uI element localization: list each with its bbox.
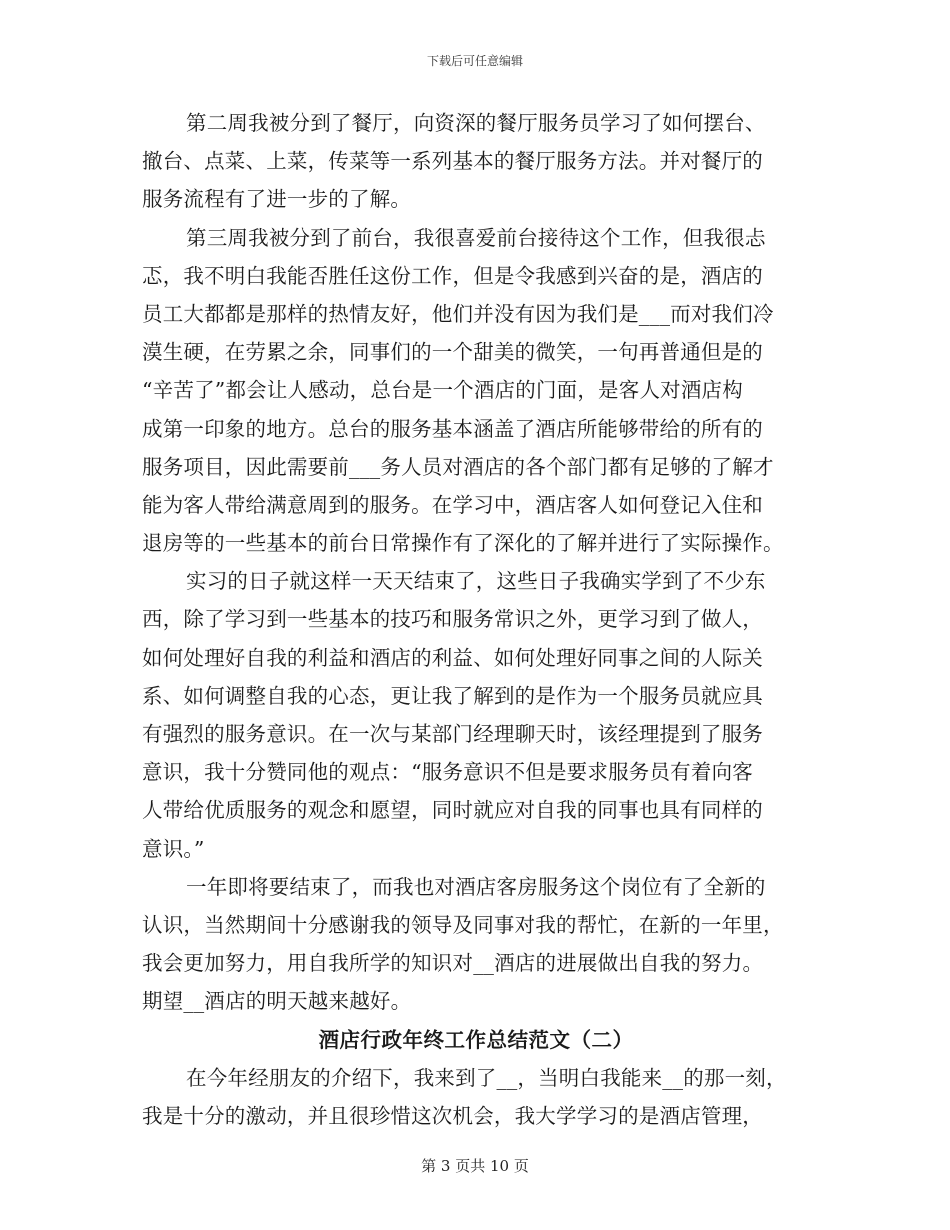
- paragraph-line: 系、如何调整自我的心态，更让我了解到的是作为一个服务员就应具: [142, 683, 763, 708]
- paragraph-line: 有强烈的服务意识。在一次与某部门经理聊天时，该经理提到了服务: [142, 722, 763, 746]
- paragraph-line: 成第一印象的地方。总台的服务基本涵盖了酒店所能够带给的所有的: [142, 416, 763, 441]
- paragraph-line: 忑，我不明白我能否胜任这份工作，但是令我感到兴奋的是，酒店的: [142, 263, 763, 288]
- paragraph-line: 撤台、点菜、上菜，传菜等一系列基本的餐厅服务方法。并对餐厅的: [142, 149, 763, 174]
- paragraph-line: 第二周我被分到了餐厅，向资深的餐厅服务员学习了如何摆台、: [186, 111, 766, 135]
- paragraph-line: 一年即将要结束了，而我也对酒店客房服务这个岗位有了全新的: [186, 874, 766, 899]
- paragraph-line: 如何处理好自我的利益和酒店的利益、如何处理好同事之间的人际关: [142, 645, 763, 670]
- paragraph-line: 意识，我十分赞同他的观点：“服务意识不但是要求服务员有着向客: [142, 760, 753, 785]
- page-number: 第 3 页共 10 页: [421, 1157, 529, 1175]
- paragraph-line: 员工大都都是那样的热情友好，他们并没有因为我们是___而对我们冷: [142, 301, 774, 326]
- paragraph-line: 服务流程有了进一步的了解。: [142, 187, 412, 212]
- paragraph-line: “辛苦了”都会让人感动，总台是一个酒店的门面，是客人对酒店构: [142, 378, 743, 403]
- paragraph-line: 认识，当然期间十分感谢我的领导及同事对我的帮忙，在新的一年里，: [142, 912, 784, 937]
- header-note: 下载后可任意编辑: [426, 54, 523, 68]
- paragraph-line: 我会更加努力，用自我所学的知识对__酒店的进展做出自我的努力。: [142, 951, 764, 976]
- paragraph-line: 第三周我被分到了前台，我很喜爱前台接待这个工作，但我很忐: [186, 225, 766, 250]
- paragraph-line: 服务项目，因此需要前___务人员对酒店的各个部门都有足够的了解才: [142, 454, 774, 479]
- paragraph-line: 人带给优质服务的观念和愿望，同时就应对自我的同事也具有同样的: [142, 798, 763, 823]
- paragraph-line: 漠生硬，在劳累之余，同事们的一个甜美的微笑，一句再普通但是的: [142, 340, 763, 365]
- paragraph-line: 意识。”: [142, 836, 205, 861]
- paragraph-line: 能为客人带给满意周到的服务。在学习中，酒店客人如何登记入住和: [142, 492, 763, 517]
- document-body: [142, 104, 810, 1135]
- paragraph-line: 退房等的一些基本的前台日常操作有了深化的了解并进行了实际操作。: [142, 531, 784, 556]
- paragraph-line: 我是十分的激动，并且很珍惜这次机会，我大学学习的是酒店管理，: [142, 1103, 763, 1128]
- paragraph-line: 期望__酒店的明天越来越好。: [142, 989, 412, 1014]
- paragraph-line: 实习的日子就这样一天天结束了，这些日子我确实学到了不少东: [186, 569, 766, 594]
- paragraph-line: 在今年经朋友的介绍下，我来到了__，当明白我能来__的那一刻，: [186, 1065, 787, 1090]
- paragraph-line: 西，除了学习到一些基本的技巧和服务常识之外，更学习到了做人，: [142, 607, 763, 632]
- section-heading: 酒店行政年终工作总结范文（二）: [318, 1027, 634, 1052]
